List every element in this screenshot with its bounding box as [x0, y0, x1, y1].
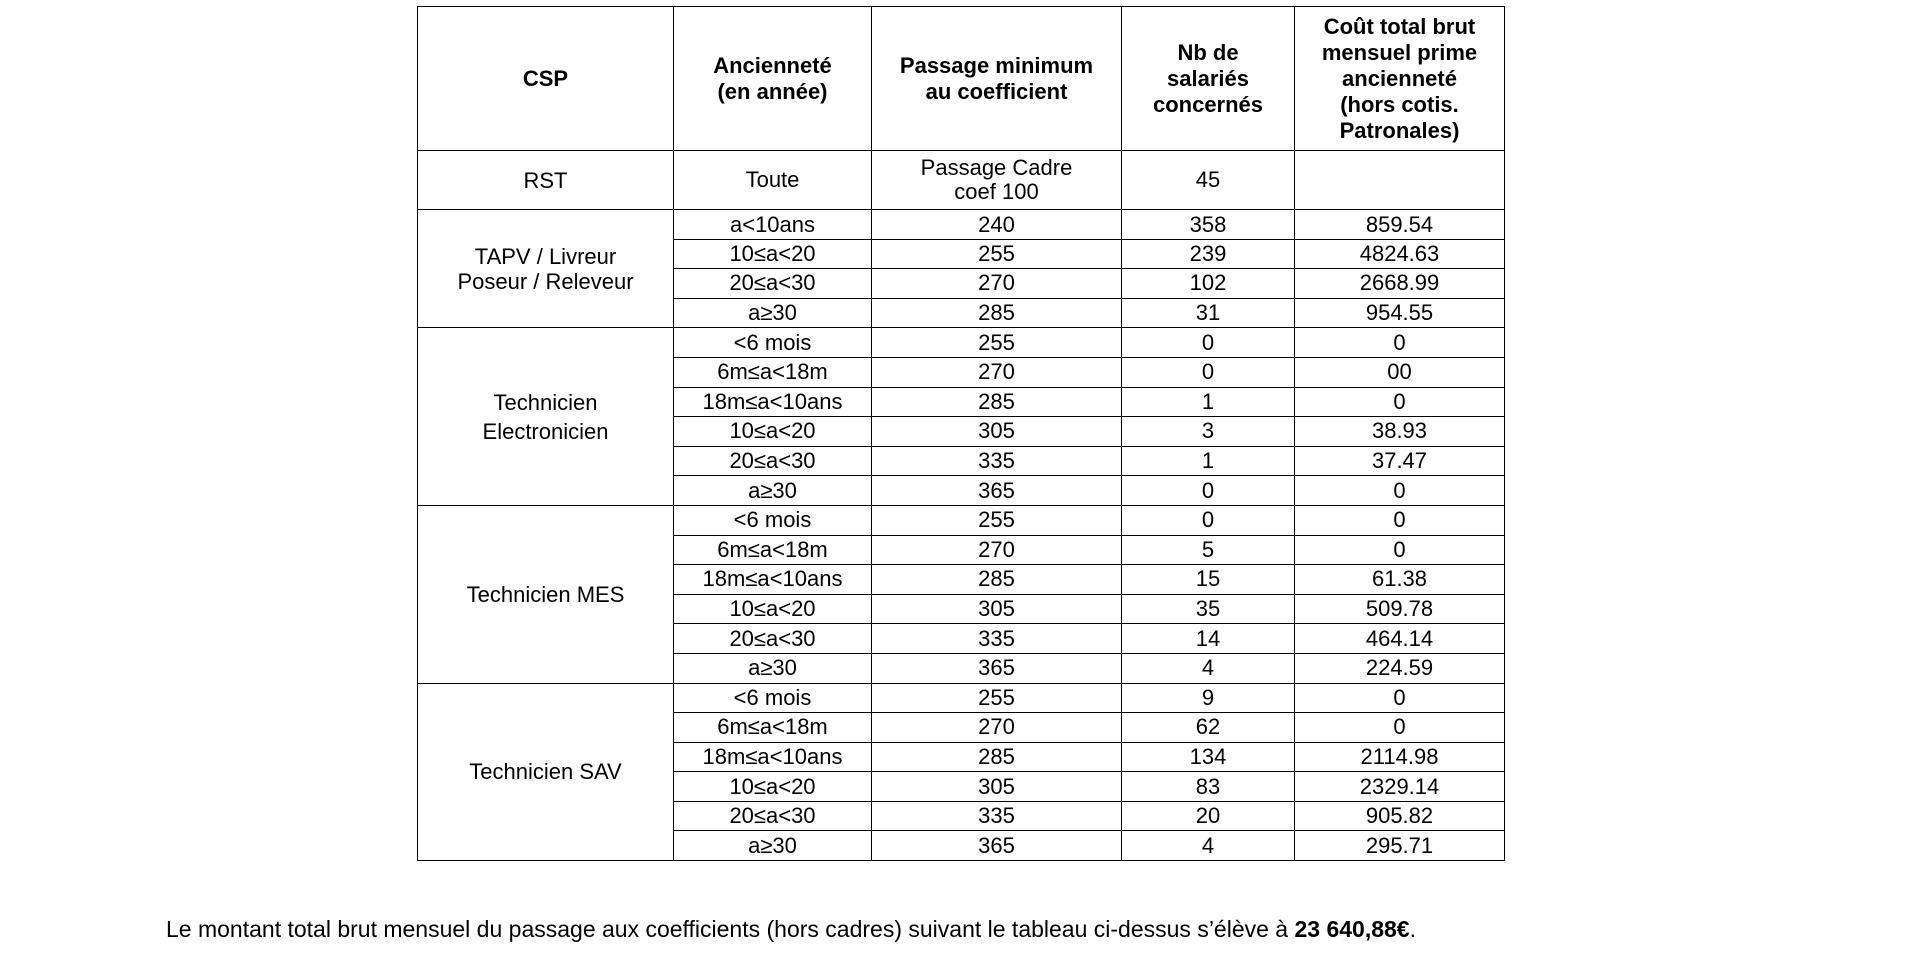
salaries-cell: 14 — [1122, 624, 1295, 654]
table-row — [418, 683, 1505, 713]
coefficient-cell: Passage Cadre coef 100 — [872, 151, 1122, 210]
anciennete-cell: 20≤a<30 — [674, 269, 872, 299]
cout-cell: 905.82 — [1295, 801, 1505, 831]
salaries-cell: 239 — [1122, 239, 1295, 269]
salaries-cell: 0 — [1122, 357, 1295, 387]
table-row — [418, 328, 1505, 358]
salaries-cell: 102 — [1122, 269, 1295, 299]
coefficient-cell: 255 — [872, 328, 1122, 358]
anciennete-cell: 20≤a<30 — [674, 624, 872, 654]
coefficient-cell: 305 — [872, 772, 1122, 802]
anciennete-cell: 6m≤a<18m — [674, 713, 872, 743]
cout-cell: 0 — [1295, 713, 1505, 743]
table-row — [418, 505, 1505, 535]
summary-end: . — [1409, 916, 1416, 942]
table-row — [418, 210, 1505, 240]
salaries-cell: 35 — [1122, 594, 1295, 624]
cout-cell: 0 — [1295, 535, 1505, 565]
cout-cell: 0 — [1295, 387, 1505, 417]
csp-cell: Technicien MES — [418, 505, 674, 683]
csp-cell: RST — [418, 151, 674, 210]
coefficient-cell: 285 — [872, 387, 1122, 417]
header-csp: CSP — [418, 7, 674, 151]
anciennete-cell: 18m≤a<10ans — [674, 565, 872, 595]
salaries-cell: 5 — [1122, 535, 1295, 565]
anciennete-cell: <6 mois — [674, 328, 872, 358]
salaries-cell: 3 — [1122, 417, 1295, 447]
coefficient-cell: 285 — [872, 742, 1122, 772]
coefficient-cell: 270 — [872, 357, 1122, 387]
salaries-cell: 0 — [1122, 505, 1295, 535]
anciennete-cell: <6 mois — [674, 505, 872, 535]
salaries-cell: 20 — [1122, 801, 1295, 831]
cout-cell: 61.38 — [1295, 565, 1505, 595]
salaries-cell: 1 — [1122, 387, 1295, 417]
salaries-cell: 9 — [1122, 683, 1295, 713]
coefficient-cell: 285 — [872, 298, 1122, 328]
cout-cell: 2329.14 — [1295, 772, 1505, 802]
salaries-cell: 45 — [1122, 151, 1295, 210]
anciennete-cell: 18m≤a<10ans — [674, 387, 872, 417]
cout-cell: 37.47 — [1295, 446, 1505, 476]
salaries-cell: 0 — [1122, 328, 1295, 358]
cout-cell: 859.54 — [1295, 210, 1505, 240]
cout-cell: 38.93 — [1295, 417, 1505, 447]
cout-cell: 295.71 — [1295, 831, 1505, 861]
coefficient-cell: 255 — [872, 505, 1122, 535]
salaries-cell: 0 — [1122, 476, 1295, 506]
header-row — [418, 7, 1505, 151]
salaries-cell: 62 — [1122, 713, 1295, 743]
coefficient-cell: 255 — [872, 239, 1122, 269]
coefficient-table — [417, 6, 1505, 861]
anciennete-cell: 6m≤a<18m — [674, 357, 872, 387]
salaries-cell: 4 — [1122, 653, 1295, 683]
coefficient-cell: 365 — [872, 653, 1122, 683]
coefficient-cell: 285 — [872, 565, 1122, 595]
salaries-cell: 31 — [1122, 298, 1295, 328]
cout-cell: 0 — [1295, 683, 1505, 713]
csp-cell: TAPV / Livreur Poseur / Releveur — [418, 210, 674, 328]
anciennete-cell: 10≤a<20 — [674, 772, 872, 802]
header-salaries: Nb de salariés concernés — [1122, 7, 1295, 151]
anciennete-cell: 10≤a<20 — [674, 239, 872, 269]
cout-cell: 0 — [1295, 505, 1505, 535]
coefficient-cell: 305 — [872, 417, 1122, 447]
salaries-cell: 83 — [1122, 772, 1295, 802]
salaries-cell: 15 — [1122, 565, 1295, 595]
coefficient-cell: 255 — [872, 683, 1122, 713]
cout-cell: 00 — [1295, 357, 1505, 387]
total-amount: 23 640,88€ — [1294, 916, 1410, 942]
coefficient-cell: 305 — [872, 594, 1122, 624]
anciennete-cell: <6 mois — [674, 683, 872, 713]
csp-cell: Technicien Electronicien — [418, 328, 674, 506]
cout-cell — [1295, 151, 1505, 210]
cout-cell: 509.78 — [1295, 594, 1505, 624]
anciennete-cell: 20≤a<30 — [674, 446, 872, 476]
table-row — [418, 151, 1505, 210]
coefficient-cell: 335 — [872, 624, 1122, 654]
cout-cell: 2668.99 — [1295, 269, 1505, 299]
anciennete-cell: Toute — [674, 151, 872, 210]
anciennete-cell: 18m≤a<10ans — [674, 742, 872, 772]
coefficient-cell: 335 — [872, 801, 1122, 831]
coefficient-cell: 270 — [872, 713, 1122, 743]
header-cout: Coût total brut mensuel prime ancienneté (hors cotis. Patronales) — [1295, 7, 1505, 151]
anciennete-cell: 10≤a<20 — [674, 417, 872, 447]
coefficient-cell: 270 — [872, 269, 1122, 299]
anciennete-cell: a<10ans — [674, 210, 872, 240]
salaries-cell: 134 — [1122, 742, 1295, 772]
coefficient-cell: 270 — [872, 535, 1122, 565]
coefficient-cell: 240 — [872, 210, 1122, 240]
cout-cell: 224.59 — [1295, 653, 1505, 683]
coefficient-cell: 365 — [872, 476, 1122, 506]
cout-cell: 0 — [1295, 328, 1505, 358]
csp-cell: Technicien SAV — [418, 683, 674, 861]
anciennete-cell: a≥30 — [674, 653, 872, 683]
summary-text: Le montant total brut mensuel du passage aux coefficients (hors cadres) suivant le tableau ci-dessus s’élève à — [166, 916, 1295, 942]
header-coefficient: Passage minimum au coefficient — [872, 7, 1122, 151]
salaries-cell: 1 — [1122, 446, 1295, 476]
coefficient-cell: 335 — [872, 446, 1122, 476]
cout-cell: 464.14 — [1295, 624, 1505, 654]
anciennete-cell: a≥30 — [674, 298, 872, 328]
coefficient-cell: 365 — [872, 831, 1122, 861]
anciennete-cell: 6m≤a<18m — [674, 535, 872, 565]
anciennete-cell: a≥30 — [674, 476, 872, 506]
cout-cell: 0 — [1295, 476, 1505, 506]
cout-cell: 954.55 — [1295, 298, 1505, 328]
cout-cell: 4824.63 — [1295, 239, 1505, 269]
anciennete-cell: 20≤a<30 — [674, 801, 872, 831]
anciennete-cell: a≥30 — [674, 831, 872, 861]
cout-cell: 2114.98 — [1295, 742, 1505, 772]
anciennete-cell: 10≤a<20 — [674, 594, 872, 624]
header-anciennete: Ancienneté (en année) — [674, 7, 872, 151]
salaries-cell: 4 — [1122, 831, 1295, 861]
salaries-cell: 358 — [1122, 210, 1295, 240]
total-summary — [166, 915, 1416, 943]
